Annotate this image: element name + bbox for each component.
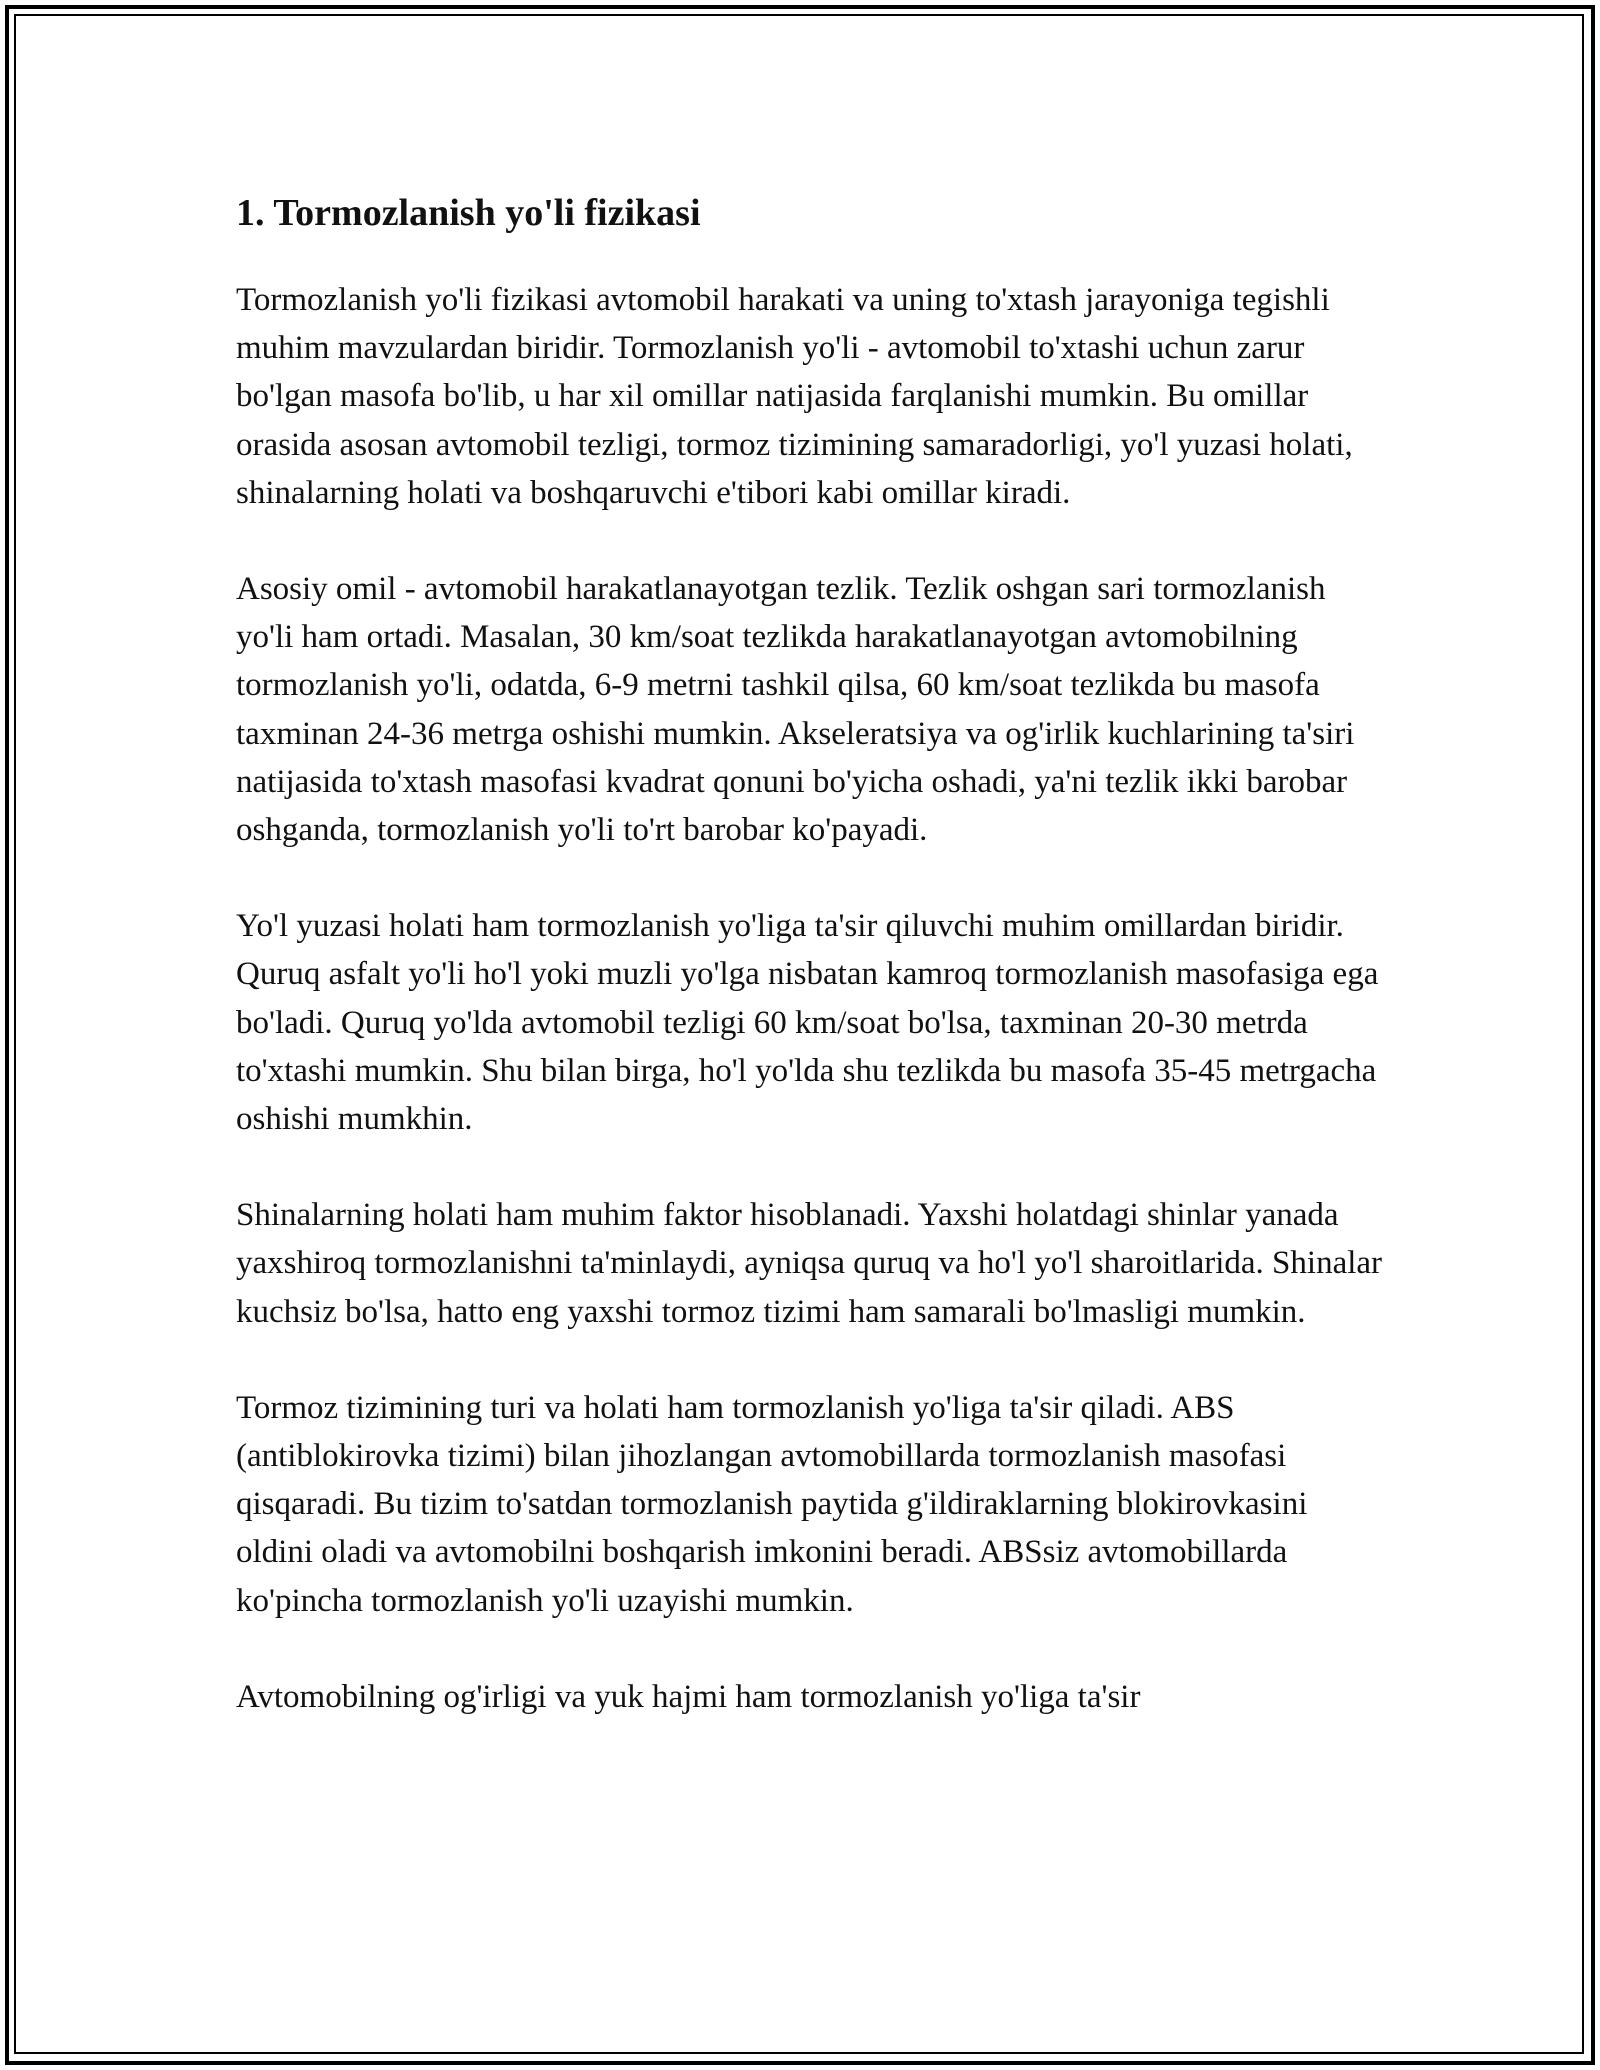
document-title: 1. Tormozlanish yo'li fizikasi [236,192,701,234]
paragraph-brake-system: Tormoz tizimining turi va holati ham tormozlanish yo'liga ta'sir qiladi. ABS (antiblokirovka tizimi) bilan jihozlangan avtomobillarda tormozlanish masofasi qisqaradi. Bu tizim to'satdan tormozlanish paytida g'ildiraklarning blokirovkasini oldini oladi va avtomobilni boshqarish imkonini beradi. ABSsiz avtomobillarda ko'pincha tormozlanish yo'li uzayishi mumkin. [236,1389,1308,1619]
paragraph-tires: Shinalarning holati ham muhim faktor hisoblanadi. Yaxshi holatdagi shinlar yanada yaxshiroq tormozlanishni ta'minlaydi, ayniqsa quruq va ho'l yo'l sharoitlarida. Shinalar kuchsiz bo'lsa, hatto eng yaxshi tormoz tizimi ham samarali bo'lmasligi mumkin. [236,1197,1383,1330]
paragraph-vehicle-weight: Avtomobilning og'irligi va yuk hajmi ham tormozlanish yo'liga ta'sir [236,1678,1141,1715]
paragraph-speed: Asosiy omil - avtomobil harakatlanayotgan tezlik. Tezlik oshgan sari tormozlanish yo'li ham ortadi. Masalan, 30 km/soat tezlikda harakatlanayotgan avtomobilning tormozlanish yo'li, odatda, 6-9 metrni tashkil qilsa, 60 km/soat tezlikda bu masofa taxminan 24-36 metrga oshishi mumkin. Akseleratsiya va og'irlik kuchlarining ta'siri natijasida to'xtash masofasi kvadrat qonuni bo'yicha oshadi, ya'ni tezlik ikki barobar oshganda, tormozlanish yo'li to'rt barobar ko'payadi. [236,571,1355,849]
paragraph-road-surface: Yo'l yuzasi holati ham tormozlanish yo'liga ta'sir qiluvchi muhim omillardan biridir. Quruq asfalt yo'li ho'l yoki muzli yo'lga nisbatan kamroq tormozlanish masofasiga ega bo'ladi. Quruq yo'lda avtomobil tezligi 60 km/soat bo'lsa, taxminan 20-30 metrda to'xtashi mumkin. Shu bilan birga, ho'l yo'lda shu tezlikda bu masofa 35-45 metrgacha oshishi mumkhin. [236,908,1379,1138]
document-body [236,180,1386,1769]
paragraph-intro: Tormozlanish yo'li fizikasi avtomobil harakati va uning to'xtash jarayoniga tegishli muhim mavzulardan biridir. Tormozlanish yo'li - avtomobil to'xtashi uchun zarur bo'lgan masofa bo'lib, u har xil omillar natijasida farqlanishi mumkin. Bu omillar orasida asosan avtomobil tezligi, tormoz tizimining samaradorligi, yo'l yuzasi holati, shinalarning holati va boshqaruvchi e'tibori kabi omillar kiradi. [236,282,1353,511]
